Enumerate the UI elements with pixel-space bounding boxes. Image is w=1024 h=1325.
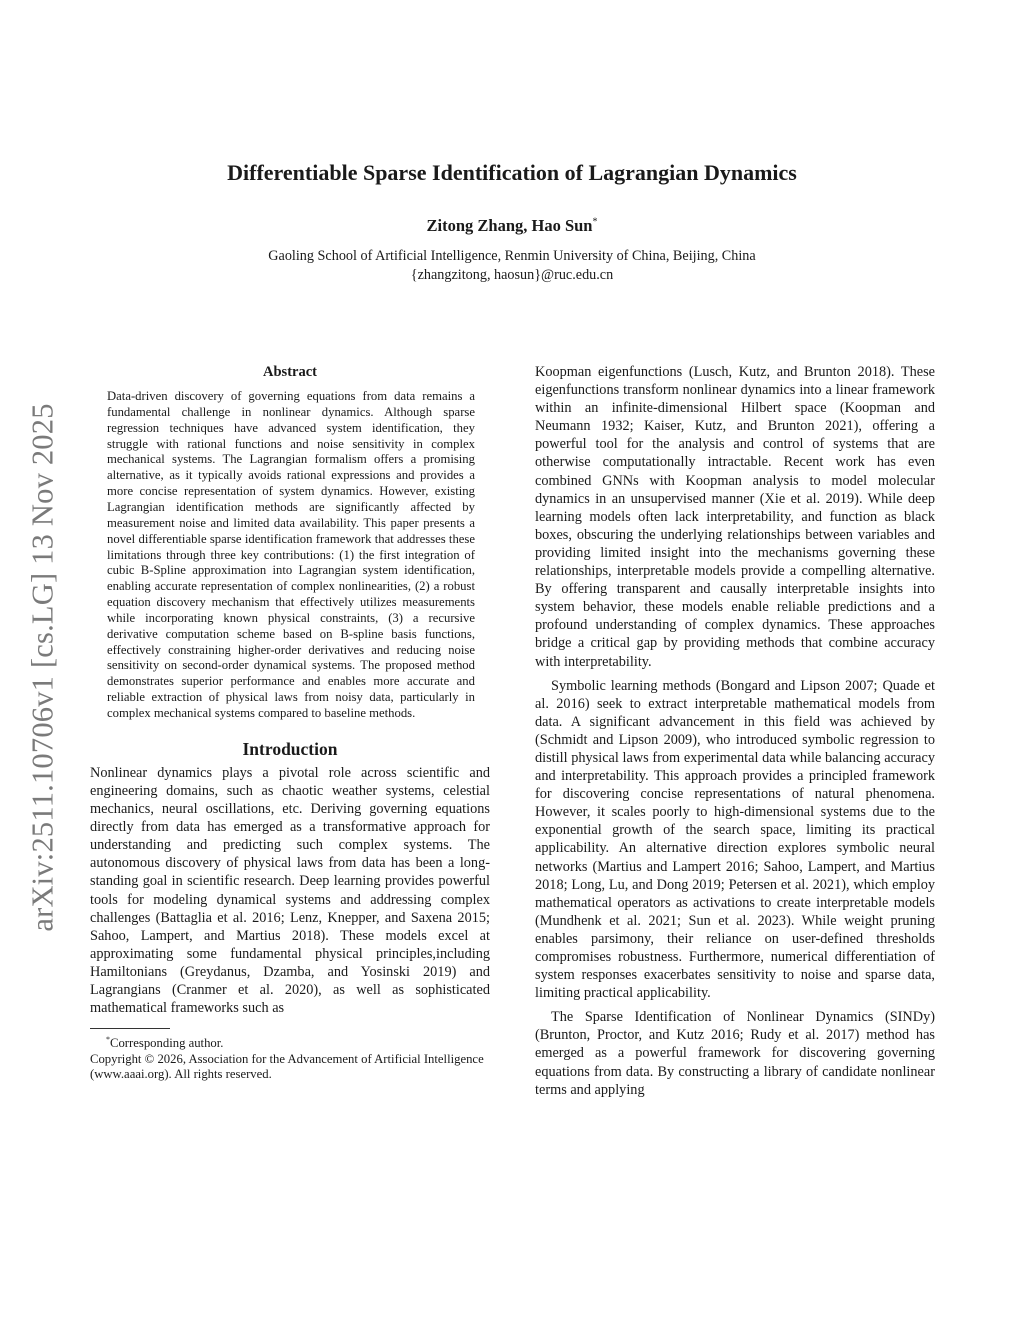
author-names: Zitong Zhang, Hao Sun [426,216,593,235]
affiliation: Gaoling School of Artificial Intelligence, Renmin University of China, Beijing, China [268,248,756,264]
left-column [90,363,490,1083]
body-paragraph-koopman: Koopman eigenfunctions (Lusch, Kutz, and Brunton 2018). These eigenfunctions transform nonlinear dynamics into a linear framework within an infinite-dimensional Hilbert space (Koopman and Neumann 1932; Kaiser, Kutz, and Brunton 2021), offering a powerful tool for the analysis and control of systems that are otherwise computationally intractable. Recent work has even combined GNNs with Koopman analysis to model molecular dynamics in an unsupervised manner (Xie et al. 2019). While deep learning models often lack interpretability, and function as black boxes, obscuring the underlying relationships between variables and providing limited insight into the mechanisms governing these relationships, interpretable models provide a compelling alternative. By offering transparent and causally interpretable insights into system behavior, these models enable reliable predictions and a profound understanding of complex dynamics. These approaches bridge a critical gap by providing methods that combine accuracy with interpretability. [535,364,935,670]
footnote-divider [90,1028,170,1029]
footnote-text: Corresponding author. [110,1036,224,1051]
body-paragraph-symbolic-learning: Symbolic learning methods (Bongard and Lipson 2007; Quade et al. 2016) seek to extract interpretable mathematical models from data. A significant advancement in this field was achieved by (Schmidt and Lipson 2009), who introduced symbolic regression to distill physical laws from experimental data while balancing accuracy and interpretability. This approach provides a principled framework for discovering concise representations of natural phenomena. However, it scales poorly to high-dimensional systems due to the exponential growth of the search space, limiting its practical applicability. An alternative direction explores symbolic neural networks (Martius and Lampert 2016; Sahoo, Lampert, and Martius 2018; Long, Lu, and Dong 2019; Petersen et al. 2021), which employ mathematical operators as activations to create interpretable models (Mundhenk et al. 2021; Sun et al. 2023). While weight pruning enables parsimony, their reliance on user-defined thresholds compromises robustness. Furthermore, numerical differentiation of system responses exacerbates sensitivity to noise and sparse data, limiting practical applicability. [535,677,935,1002]
affiliation-block [0,247,1024,285]
footnote-mark: * [106,1035,110,1045]
abstract-heading: Abstract [263,364,317,380]
corresponding-author-mark: * [592,216,598,228]
author-email: {zhangzitong, haosun}@ruc.edu.cn [410,267,614,283]
corresponding-author-footnote [90,1032,490,1052]
right-column [535,363,935,1099]
author-line [0,216,1024,236]
copyright-notice: Copyright © 2026, Association for the Advancement of Artificial Intelligence (www.aaai.org). All rights reserved. [90,1051,484,1082]
body-paragraph-sindy: The Sparse Identification of Nonlinear Dynamics (SINDy) (Brunton, Proctor, and Kutz 2016; Rudy et al. 2017) method has emerged as a powerful framework for discovering governing equations from data. By constructing a library of candidate nonlinear terms and applying [535,1009,935,1098]
introduction-paragraph: Nonlinear dynamics plays a pivotal role across scientific and engineering domains, such as chaotic weather systems, celestial mechanics, neural oscillations, etc. Deriving governing equations directly from data has emerged as a transformative approach for understanding and predicting such complex systems. The autonomous discovery of physical laws from data has been a long-standing goal in scientific research. Deep learning provides powerful tools for modeling dynamical systems and addressing complex challenges (Battaglia et al. 2016; Lenz, Knepper, and Saxena 2015; Sahoo, Lampert, and Martius 2018). These models excel at approximating some fundamental physical principles,including Hamiltonians (Greydanus, Dzamba, and Yosinski 2019) and Lagrangians (Cranmer et al. 2020), as well as sophisticated mathematical frameworks such as [90,764,490,1017]
arxiv-identifier-text: arXiv:2511.10706v1 [cs.LG] 13 Nov 2025 [25,402,60,932]
arxiv-identifier [19,372,67,962]
introduction-heading: Introduction [242,738,338,759]
paper-title: Differentiable Sparse Identification of Lagrangian Dynamics [227,160,797,185]
abstract-body: Data-driven discovery of governing equations from data remains a fundamental challenge in nonlinear dynamics. Although sparse regression techniques have advanced system identification, they struggle with rational functions and noise sensitivity in complex mechanical systems. The Lagrangian formalism offers a promising alternative, as it typically avoids rational expressions and provides a more concise representation of system dynamics. However, existing Lagrangian identification methods are significantly affected by measurement noise and limited data availability. This paper presents a novel differentiable sparse identification framework that addresses these limitations through three key contributions: (1) the first integration of cubic B-Spline approximation into Lagrangian system identification, enabling accurate representation of complex nonlinearities, (2) a robust equation discovery mechanism that effectively utilizes measurements while incorporating known physical constraints, (3) a recursive derivative computation scheme based on B-spline basis functions, effectively constraining higher-order derivatives and reducing noise sensitivity on second-order dynamical systems. The proposed method demonstrates superior performance and enables more accurate and reliable extraction of physical laws from noisy data, particularly in complex mechanical systems compared to baseline methods. [107,389,475,720]
